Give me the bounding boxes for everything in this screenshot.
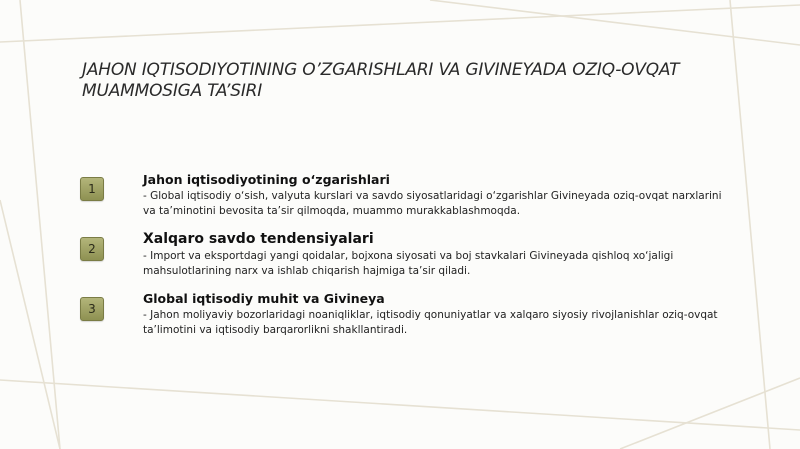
item-body: - Jahon moliyaviy bozorlaridagi noaniqliklar, iqtisodiy qonuniyatlar va xalqaro siyosiy rivojlanishlar oziq-ovqat ta’limotini va iqtisodiy barqarorlikni shakllantiradi. <box>143 309 718 336</box>
item-body: - Import va eksportdagi yangi qoidalar, bojxona siyosati va boj stavkalari Givineyada qishloq xo‘jaligi mahsulotlarining narx va ishlab chiqarish hajmiga ta’sir qiladi. <box>143 250 674 277</box>
item-heading: Xalqaro savdo tendensiyalari <box>143 231 374 247</box>
item-heading: Global iqtisodiy muhit va Givineya <box>143 291 385 306</box>
number-badge: 2 <box>80 237 104 261</box>
number-badge: 1 <box>80 177 104 201</box>
number-badge: 3 <box>80 297 104 321</box>
slide-title: JAHON IQTISODIYOTINING O’ZGARISHLARI VA GIVINEYADA OZIQ-OVQAT MUAMMOSIGA TA’SIRI <box>82 60 680 101</box>
item-heading: Jahon iqtisodiyotining o‘zgarishlari <box>143 172 390 187</box>
item-body: - Global iqtisodiy o‘sish, valyuta kurslari va savdo siyosatlaridagi o‘zgarishlar Givineyada oziq-ovqat narxlarini va ta’minotini bevosita ta’sir qilmoqda, muammo murakkablashmoqda. <box>143 190 722 217</box>
